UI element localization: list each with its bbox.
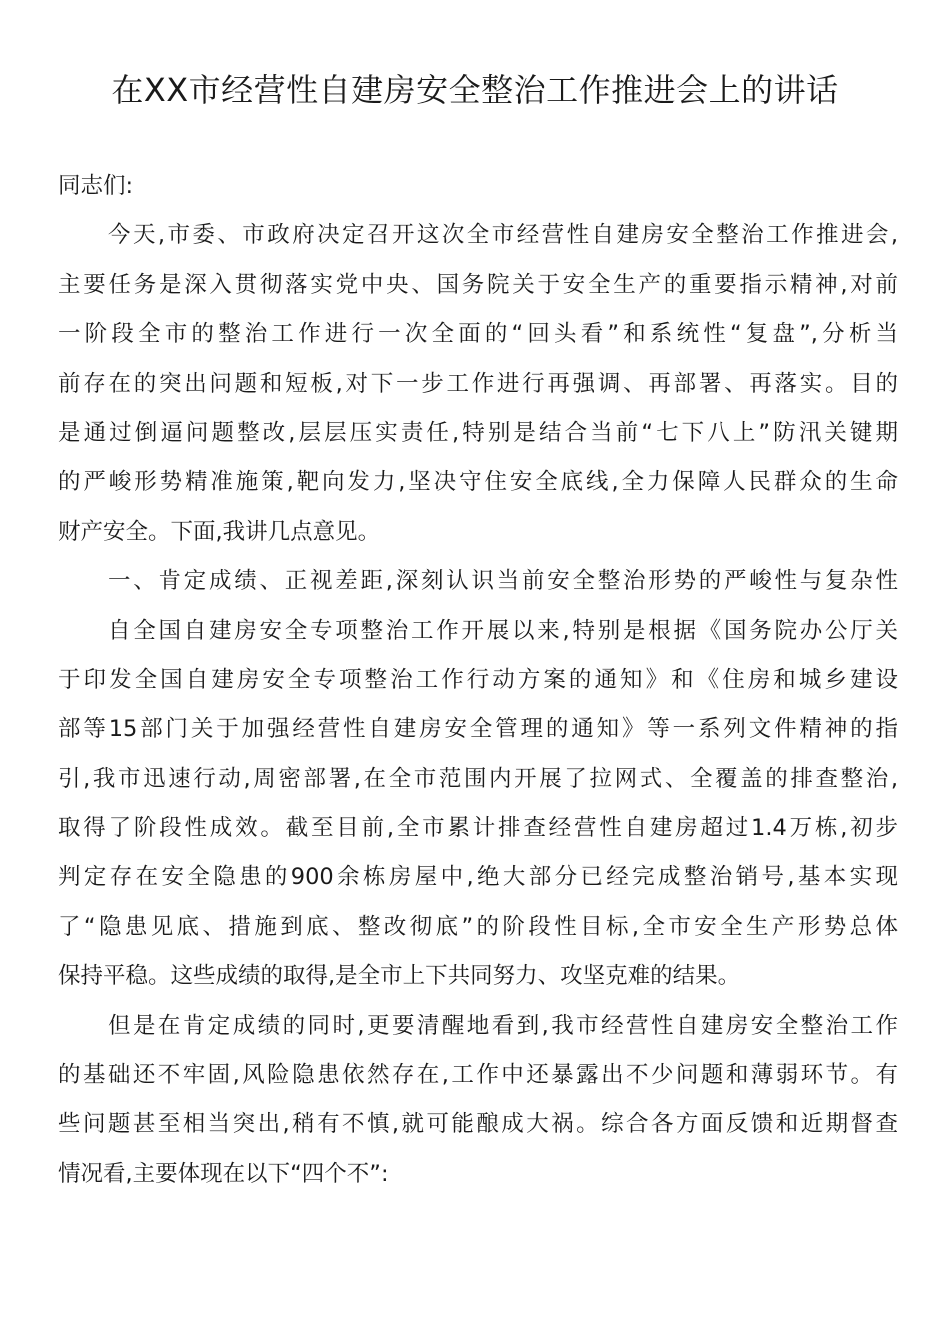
paragraph-line: 保持平稳。这些成绩的取得,是全市上下共同努力、攻坚克难的结果。 (58, 963, 741, 990)
section-heading: 一、肯定成绩、正视差距,深刻认识当前安全整治形势的严峻性与复杂性 (108, 568, 898, 595)
document-title: 在XX市经营性自建房安全整治工作推进会上的讲话 (111, 71, 839, 109)
paragraph-line: 主要任务是深入贯彻落实党中央、国务院关于安全生产的重要指示精神,对前 (58, 271, 898, 298)
document-body (58, 162, 898, 1199)
paragraph-line: 一阶段全市的整治工作进行一次全面的“回头看”和系统性“复盘”,分析当 (58, 321, 898, 348)
paragraph-line: 但是在肯定成绩的同时,更要清醒地看到,我市经营性自建房安全整治工作 (108, 1012, 898, 1039)
paragraph-line: 今天,市委、市政府决定召开这次全市经营性自建房安全整治工作推进会, (108, 222, 898, 249)
paragraph-line: 的基础还不牢固,风险隐患依然存在,工作中还暴露出不少问题和薄弱环节。有 (58, 1062, 898, 1089)
salutation: 同志们: (58, 173, 134, 199)
paragraph-line: 于印发全国自建房安全专项整治工作行动方案的通知》和《住房和城乡建设 (58, 666, 898, 693)
paragraph-line: 自全国自建房安全专项整治工作开展以来,特别是根据《国务院办公厅关 (108, 617, 898, 644)
paragraph-line: 前存在的突出问题和短板,对下一步工作进行再强调、再部署、再落实。目的 (58, 370, 898, 397)
paragraph-line: 的严峻形势精准施策,靶向发力,坚决守住安全底线,全力保障人民群众的生命 (58, 469, 898, 496)
paragraph-line: 是通过倒逼问题整改,层层压实责任,特别是结合当前“七下八上”防汛关键期 (58, 419, 898, 446)
paragraph-line: 了“隐患见底、措施到底、整改彻底”的阶段性目标,全市安全生产形势总体 (58, 913, 898, 940)
paragraph-line: 取得了阶段性成效。截至目前,全市累计排查经营性自建房超过1.4万栋,初步 (58, 815, 898, 842)
paragraph-line: 引,我市迅速行动,周密部署,在全市范围内开展了拉网式、全覆盖的排查整治, (58, 765, 898, 792)
paragraph-line: 部等15部门关于加强经营性自建房安全管理的通知》等一系列文件精神的指 (58, 716, 898, 743)
paragraph-line: 些问题甚至相当突出,稍有不慎,就可能酿成大祸。综合各方面反馈和近期督查 (58, 1111, 898, 1138)
paragraph-line: 判定存在安全隐患的900余栋房屋中,绝大部分已经完成整治销号,基本实现 (58, 864, 898, 891)
paragraph-line: 情况看,主要体现在以下“四个不”: (58, 1160, 389, 1187)
paragraph-line: 财产安全。下面,我讲几点意见。 (58, 518, 381, 545)
